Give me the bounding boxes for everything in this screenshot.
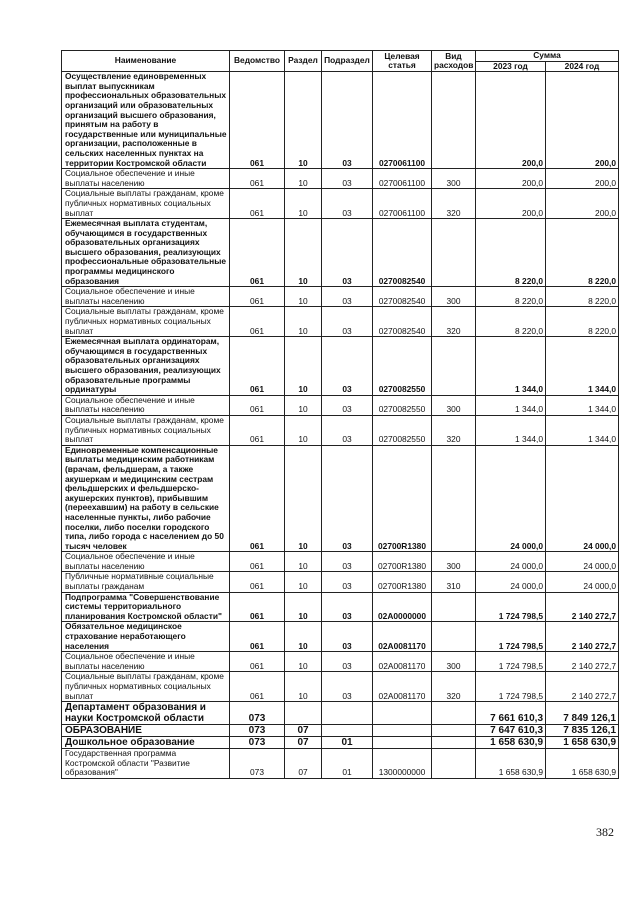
header-year-2024: 2024 год: [546, 61, 619, 72]
header-target: Целевая статья: [373, 51, 432, 72]
cell-target: 02700R1380: [373, 552, 432, 572]
cell-vid: 300: [432, 169, 476, 189]
cell-name: Ежемесячная выплата студентам, обучающимся в государственных образовательных организациях высшего образования, реализующих профессиональные образовательные программы медицинского образования: [62, 219, 230, 287]
cell-podrazdel: 03: [322, 189, 373, 219]
cell-podrazdel: [322, 725, 373, 737]
cell-sum-2023: 1 658 630,9: [476, 737, 546, 749]
cell-vid: 320: [432, 189, 476, 219]
cell-name: Социальные выплаты гражданам, кроме публичных нормативных социальных выплат: [62, 307, 230, 337]
cell-vid: 320: [432, 672, 476, 702]
cell-sum-2023: 24 000,0: [476, 572, 546, 592]
table-row: [62, 189, 619, 219]
cell-razdel: 10: [285, 337, 322, 396]
cell-sum-2024: 200,0: [546, 189, 619, 219]
cell-podrazdel: 01: [322, 737, 373, 749]
table-row: [62, 445, 619, 552]
cell-vedomstvo: 061: [230, 622, 285, 652]
cell-name: Департамент образования и науки Костромской области: [62, 702, 230, 725]
table-row: [62, 219, 619, 287]
cell-name: Социальное обеспечение и иные выплаты населению: [62, 552, 230, 572]
cell-vedomstvo: 061: [230, 287, 285, 307]
cell-vedomstvo: 061: [230, 552, 285, 572]
cell-sum-2024: 7 849 126,1: [546, 702, 619, 725]
cell-target: 1300000000: [373, 749, 432, 779]
cell-name: Социальное обеспечение и иные выплаты населению: [62, 287, 230, 307]
cell-vid: 300: [432, 552, 476, 572]
header-vid: Вид расходов: [432, 51, 476, 72]
cell-target: [373, 737, 432, 749]
cell-vid: [432, 337, 476, 396]
cell-vid: [432, 737, 476, 749]
cell-target: 0270082540: [373, 219, 432, 287]
cell-podrazdel: 03: [322, 592, 373, 622]
cell-vedomstvo: 061: [230, 652, 285, 672]
cell-vedomstvo: 061: [230, 672, 285, 702]
cell-vid: 320: [432, 307, 476, 337]
cell-name: Ежемесячная выплата ординаторам, обучающимся в государственных образовательных организациях высшего образования, реализующих образовательные программы ординатуры: [62, 337, 230, 396]
cell-target: 0270082550: [373, 395, 432, 415]
cell-sum-2023: 1 724 798,5: [476, 622, 546, 652]
cell-target: 02А0081170: [373, 622, 432, 652]
cell-name: Государственная программа Костромской области "Развитие образования": [62, 749, 230, 779]
table-row: [62, 287, 619, 307]
cell-name: Публичные нормативные социальные выплаты гражданам: [62, 572, 230, 592]
cell-podrazdel: 03: [322, 72, 373, 169]
cell-sum-2024: 1 344,0: [546, 415, 619, 445]
cell-sum-2024: 8 220,0: [546, 219, 619, 287]
cell-sum-2024: 2 140 272,7: [546, 672, 619, 702]
cell-podrazdel: 03: [322, 219, 373, 287]
cell-sum-2023: 8 220,0: [476, 219, 546, 287]
cell-vedomstvo: 061: [230, 592, 285, 622]
table-row: [62, 622, 619, 652]
cell-vedomstvo: 061: [230, 395, 285, 415]
page-number: 382: [596, 825, 614, 839]
table-row: [62, 552, 619, 572]
cell-target: 0270061100: [373, 169, 432, 189]
cell-razdel: 10: [285, 445, 322, 552]
header-razdel: Раздел: [285, 51, 322, 72]
cell-target: 0270061100: [373, 72, 432, 169]
cell-name: Дошкольное образование: [62, 737, 230, 749]
table-row: [62, 337, 619, 396]
cell-podrazdel: 03: [322, 622, 373, 652]
cell-vedomstvo: 061: [230, 189, 285, 219]
table-row: [62, 592, 619, 622]
cell-sum-2023: 1 658 630,9: [476, 749, 546, 779]
cell-vid: 300: [432, 287, 476, 307]
cell-razdel: 07: [285, 737, 322, 749]
cell-vid: 300: [432, 652, 476, 672]
cell-sum-2024: 1 344,0: [546, 395, 619, 415]
cell-name: Социальные выплаты гражданам, кроме публичных нормативных социальных выплат: [62, 189, 230, 219]
cell-podrazdel: 03: [322, 169, 373, 189]
cell-vedomstvo: 073: [230, 702, 285, 725]
cell-sum-2023: 1 724 798,5: [476, 652, 546, 672]
cell-podrazdel: 03: [322, 672, 373, 702]
table-row: [62, 702, 619, 725]
cell-sum-2023: 1 344,0: [476, 337, 546, 396]
cell-vedomstvo: 073: [230, 737, 285, 749]
cell-razdel: 10: [285, 287, 322, 307]
cell-sum-2024: 24 000,0: [546, 572, 619, 592]
cell-name: Осуществление единовременных выплат выпускникам профессиональных образовательных организаций или образовательных организаций высшего образования, принятым на работу в государственные или муниципальные организации, расположенные в сельских населенных пунктах на территории Костромской области: [62, 72, 230, 169]
cell-sum-2023: 1 724 798,5: [476, 592, 546, 622]
cell-sum-2023: 1 344,0: [476, 395, 546, 415]
cell-name: Единовременные компенсационные выплаты медицинским работникам (врачам, фельдшерам, а также акушеркам и медицинским сестрам фельдшерских и фельдшерско-акушерских пунктов), прибывшим (переехавшим) на работу в сельские населенные пункты, либо рабочие поселки, либо поселки городского типа, либо города с населением до 50 тысяч человек: [62, 445, 230, 552]
cell-target: 0270082550: [373, 415, 432, 445]
cell-razdel: 10: [285, 219, 322, 287]
cell-podrazdel: [322, 702, 373, 725]
cell-razdel: 10: [285, 592, 322, 622]
cell-vid: [432, 72, 476, 169]
cell-razdel: 10: [285, 169, 322, 189]
cell-razdel: 10: [285, 652, 322, 672]
cell-sum-2024: 2 140 272,7: [546, 592, 619, 622]
cell-podrazdel: 01: [322, 749, 373, 779]
cell-sum-2023: 24 000,0: [476, 552, 546, 572]
cell-sum-2024: 24 000,0: [546, 445, 619, 552]
cell-sum-2023: 1 724 798,5: [476, 672, 546, 702]
table-row: [62, 652, 619, 672]
cell-sum-2023: 200,0: [476, 72, 546, 169]
cell-sum-2024: 2 140 272,7: [546, 652, 619, 672]
cell-razdel: 07: [285, 725, 322, 737]
cell-vid: [432, 749, 476, 779]
cell-target: 02700R1380: [373, 445, 432, 552]
cell-sum-2023: 7 647 610,3: [476, 725, 546, 737]
cell-vid: 310: [432, 572, 476, 592]
cell-razdel: 10: [285, 572, 322, 592]
cell-name: Социальные выплаты гражданам, кроме публичных нормативных социальных выплат: [62, 415, 230, 445]
cell-sum-2023: 1 344,0: [476, 415, 546, 445]
table-body: [62, 72, 619, 779]
cell-vedomstvo: 061: [230, 445, 285, 552]
cell-podrazdel: 03: [322, 287, 373, 307]
cell-name: Социальное обеспечение и иные выплаты населению: [62, 652, 230, 672]
cell-target: 0270082550: [373, 337, 432, 396]
cell-target: [373, 725, 432, 737]
table-row: [62, 307, 619, 337]
cell-target: 0270082540: [373, 307, 432, 337]
budget-table: [61, 50, 619, 779]
cell-vedomstvo: 061: [230, 415, 285, 445]
cell-sum-2024: 7 835 126,1: [546, 725, 619, 737]
header-name: Наименование: [62, 51, 230, 72]
cell-sum-2023: 8 220,0: [476, 307, 546, 337]
cell-vedomstvo: 061: [230, 219, 285, 287]
cell-podrazdel: 03: [322, 307, 373, 337]
cell-razdel: 10: [285, 189, 322, 219]
cell-razdel: 10: [285, 72, 322, 169]
cell-vedomstvo: 061: [230, 72, 285, 169]
cell-target: 0270082540: [373, 287, 432, 307]
table-row: [62, 737, 619, 749]
cell-name: Обязательное медицинское страхование неработающего населения: [62, 622, 230, 652]
table-row: [62, 749, 619, 779]
cell-name: Социальное обеспечение и иные выплаты населению: [62, 169, 230, 189]
cell-sum-2024: 200,0: [546, 72, 619, 169]
cell-podrazdel: 03: [322, 572, 373, 592]
header-vedomstvo: Ведомство: [230, 51, 285, 72]
cell-vid: 320: [432, 415, 476, 445]
cell-target: 02А0000000: [373, 592, 432, 622]
cell-vid: [432, 445, 476, 552]
cell-razdel: 10: [285, 552, 322, 572]
table-row: [62, 725, 619, 737]
cell-sum-2023: 200,0: [476, 189, 546, 219]
cell-razdel: 10: [285, 622, 322, 652]
cell-sum-2024: 24 000,0: [546, 552, 619, 572]
cell-razdel: 10: [285, 415, 322, 445]
cell-name: ОБРАЗОВАНИЕ: [62, 725, 230, 737]
cell-razdel: 10: [285, 395, 322, 415]
cell-sum-2023: 200,0: [476, 169, 546, 189]
cell-podrazdel: 03: [322, 652, 373, 672]
cell-vid: [432, 725, 476, 737]
cell-vid: [432, 219, 476, 287]
cell-podrazdel: 03: [322, 395, 373, 415]
cell-target: [373, 702, 432, 725]
cell-podrazdel: 03: [322, 337, 373, 396]
table-row: [62, 169, 619, 189]
cell-sum-2024: 1 658 630,9: [546, 749, 619, 779]
header-year-2023: 2023 год: [476, 61, 546, 72]
cell-sum-2023: 8 220,0: [476, 287, 546, 307]
cell-vedomstvo: 061: [230, 169, 285, 189]
cell-vid: 300: [432, 395, 476, 415]
cell-vedomstvo: 061: [230, 337, 285, 396]
cell-razdel: 07: [285, 749, 322, 779]
cell-vid: [432, 592, 476, 622]
cell-target: 0270061100: [373, 189, 432, 219]
table-row: [62, 415, 619, 445]
cell-sum-2024: 8 220,0: [546, 287, 619, 307]
cell-vid: [432, 702, 476, 725]
cell-vedomstvo: 061: [230, 307, 285, 337]
cell-podrazdel: 03: [322, 445, 373, 552]
cell-sum-2024: 1 658 630,9: [546, 737, 619, 749]
cell-razdel: 10: [285, 307, 322, 337]
cell-target: 02700R1380: [373, 572, 432, 592]
cell-sum-2024: 1 344,0: [546, 337, 619, 396]
cell-podrazdel: 03: [322, 552, 373, 572]
cell-razdel: [285, 702, 322, 725]
table-row: [62, 395, 619, 415]
header-podrazdel: Подраздел: [322, 51, 373, 72]
cell-sum-2024: 2 140 272,7: [546, 622, 619, 652]
cell-vedomstvo: 061: [230, 572, 285, 592]
cell-sum-2023: 7 661 610,3: [476, 702, 546, 725]
cell-vedomstvo: 073: [230, 725, 285, 737]
table-row: [62, 672, 619, 702]
table-header: [62, 51, 619, 72]
cell-vid: [432, 622, 476, 652]
cell-vedomstvo: 073: [230, 749, 285, 779]
cell-sum-2024: 200,0: [546, 169, 619, 189]
cell-sum-2024: 8 220,0: [546, 307, 619, 337]
cell-name: Подпрограмма "Совершенствование системы территориального планирования Костромской области": [62, 592, 230, 622]
cell-target: 02А0081170: [373, 672, 432, 702]
cell-podrazdel: 03: [322, 415, 373, 445]
table-row: [62, 72, 619, 169]
cell-sum-2023: 24 000,0: [476, 445, 546, 552]
cell-target: 02А0081170: [373, 652, 432, 672]
cell-razdel: 10: [285, 672, 322, 702]
cell-name: Социальные выплаты гражданам, кроме публичных нормативных социальных выплат: [62, 672, 230, 702]
header-summa: Сумма: [476, 51, 619, 62]
cell-name: Социальное обеспечение и иные выплаты населению: [62, 395, 230, 415]
table-row: [62, 572, 619, 592]
